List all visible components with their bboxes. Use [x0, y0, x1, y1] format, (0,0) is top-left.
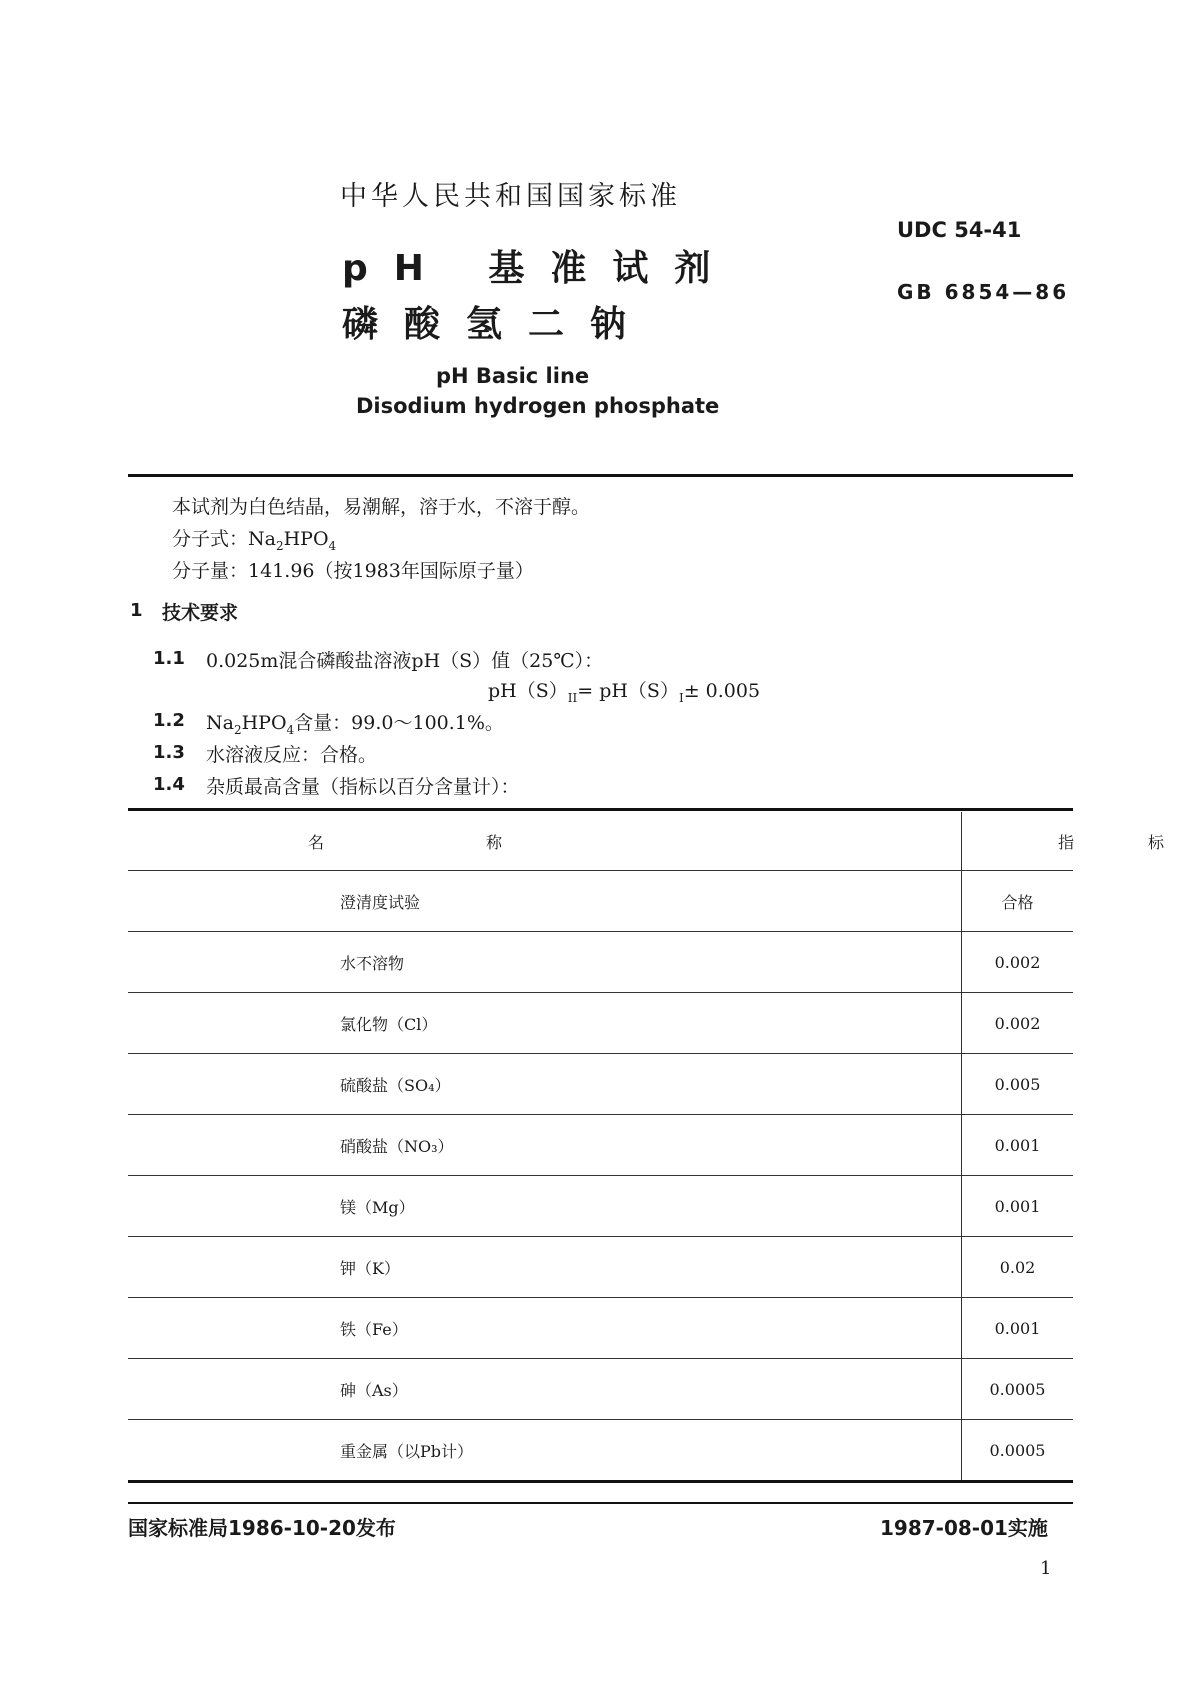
row-value: 0.001 — [962, 1298, 1074, 1359]
header-value-char-1: 指 — [1058, 833, 1075, 852]
row-value: 0.0005 — [962, 1420, 1074, 1482]
formula-sub-1: 2 — [275, 538, 284, 553]
issued-date: 国家标准局1986-10-20发布 — [128, 1516, 396, 1540]
weight-note: （按1983年国际原子量） — [314, 560, 534, 582]
table-row — [128, 1420, 1073, 1482]
weight-label: 分子量： — [172, 560, 249, 582]
row-value: 0.02 — [962, 1237, 1074, 1298]
item-1-2-sub-2: 4 — [286, 722, 295, 737]
item-1-2-text — [206, 708, 504, 737]
row-value: 0.001 — [962, 1176, 1074, 1237]
row-value: 合格 — [962, 871, 1074, 932]
row-value: 0.0005 — [962, 1359, 1074, 1420]
item-1-4-number: 1.4 — [153, 774, 185, 795]
section-1-number: 1 — [130, 600, 143, 621]
header-value-cell — [962, 812, 1165, 871]
effective-date: 1987-08-01实施 — [880, 1516, 1048, 1540]
molecular-weight — [172, 556, 534, 583]
header-divider — [128, 474, 1073, 477]
formula-mid: HPO — [283, 528, 329, 550]
table-row — [128, 1237, 1073, 1298]
formula-sub-2: 4 — [328, 538, 337, 553]
molecular-formula — [172, 524, 336, 553]
row-name: 钾（K） — [128, 1237, 962, 1298]
footer-rule — [128, 1502, 1073, 1504]
table-row — [128, 871, 1073, 932]
row-name: 硫酸盐（SO₄） — [128, 1054, 962, 1115]
formula-label: 分子式： — [172, 528, 249, 550]
item-1-3-text: 水溶液反应：合格。 — [206, 744, 378, 766]
english-title-line-1: pH Basic line — [436, 364, 590, 388]
header-name-cell — [128, 812, 962, 871]
item-1-1-number: 1.1 — [153, 648, 185, 669]
item-1-2-number: 1.2 — [153, 710, 185, 731]
table-row — [128, 993, 1073, 1054]
equation-left-sub: II — [567, 690, 578, 705]
header-name-char-1: 名 — [308, 833, 325, 852]
national-standard-heading: 中华人民共和国国家标准 — [340, 181, 681, 212]
ph-equation — [488, 676, 760, 705]
row-name: 砷（As） — [128, 1359, 962, 1420]
row-name: 镁（Mg） — [128, 1176, 962, 1237]
equation-left: pH（S） — [488, 680, 568, 702]
row-value: 0.002 — [962, 932, 1074, 993]
table-row — [128, 1176, 1073, 1237]
gb-code: GB 6854—86 — [897, 280, 1070, 304]
item-1-2-sub-1: 2 — [233, 722, 242, 737]
table-row — [128, 932, 1073, 993]
weight-value: 141.96 — [248, 560, 315, 582]
row-name: 铁（Fe） — [128, 1298, 962, 1359]
table-row — [128, 1115, 1073, 1176]
item-1-4-text: 杂质最高含量（指标以百分含量计）： — [206, 776, 520, 798]
table-row — [128, 1054, 1073, 1115]
row-value: 0.005 — [962, 1054, 1074, 1115]
equation-right-sub: I — [678, 690, 684, 705]
table-row — [128, 1298, 1073, 1359]
table-header-row — [128, 812, 1073, 871]
header-value-char-2: 标 — [1148, 833, 1165, 852]
page-number: 1 — [1040, 1558, 1052, 1579]
table-row — [128, 1359, 1073, 1420]
equation-right: ± 0.005 — [683, 680, 761, 702]
row-name: 氯化物（Cl） — [128, 993, 962, 1054]
impurity-table — [128, 812, 1165, 1483]
item-1-1-text: 0.025m混合磷酸盐溶液pH（S）值（25℃）： — [206, 650, 604, 672]
section-1-title: 技术要求 — [162, 602, 239, 624]
table-top-rule — [128, 808, 1073, 811]
row-name: 重金属（以Pb计） — [128, 1420, 962, 1482]
title-line-1: pH 基准试剂 — [342, 248, 737, 289]
description: 本试剂为白色结晶，易潮解，溶于水，不溶于醇。 — [172, 496, 591, 518]
title-line-2: 磷酸氢二钠 — [342, 304, 653, 345]
header-name-char-2: 称 — [486, 833, 503, 852]
row-value: 0.002 — [962, 993, 1074, 1054]
row-name: 硝酸盐（NO₃） — [128, 1115, 962, 1176]
item-1-3-number: 1.3 — [153, 742, 185, 763]
row-name: 水不溶物 — [128, 932, 962, 993]
item-1-2-prefix: Na — [206, 712, 234, 734]
udc-code: UDC 54-41 — [897, 218, 1022, 242]
item-1-2-mid: HPO — [241, 712, 287, 734]
english-title-line-2: Disodium hydrogen phosphate — [356, 394, 720, 418]
row-value: 0.001 — [962, 1115, 1074, 1176]
item-1-2-rest: 含量：99.0～100.1%。 — [294, 712, 504, 734]
equation-middle: = pH（S） — [577, 680, 679, 702]
formula-prefix: Na — [248, 528, 276, 550]
row-name: 澄清度试验 — [128, 871, 962, 932]
